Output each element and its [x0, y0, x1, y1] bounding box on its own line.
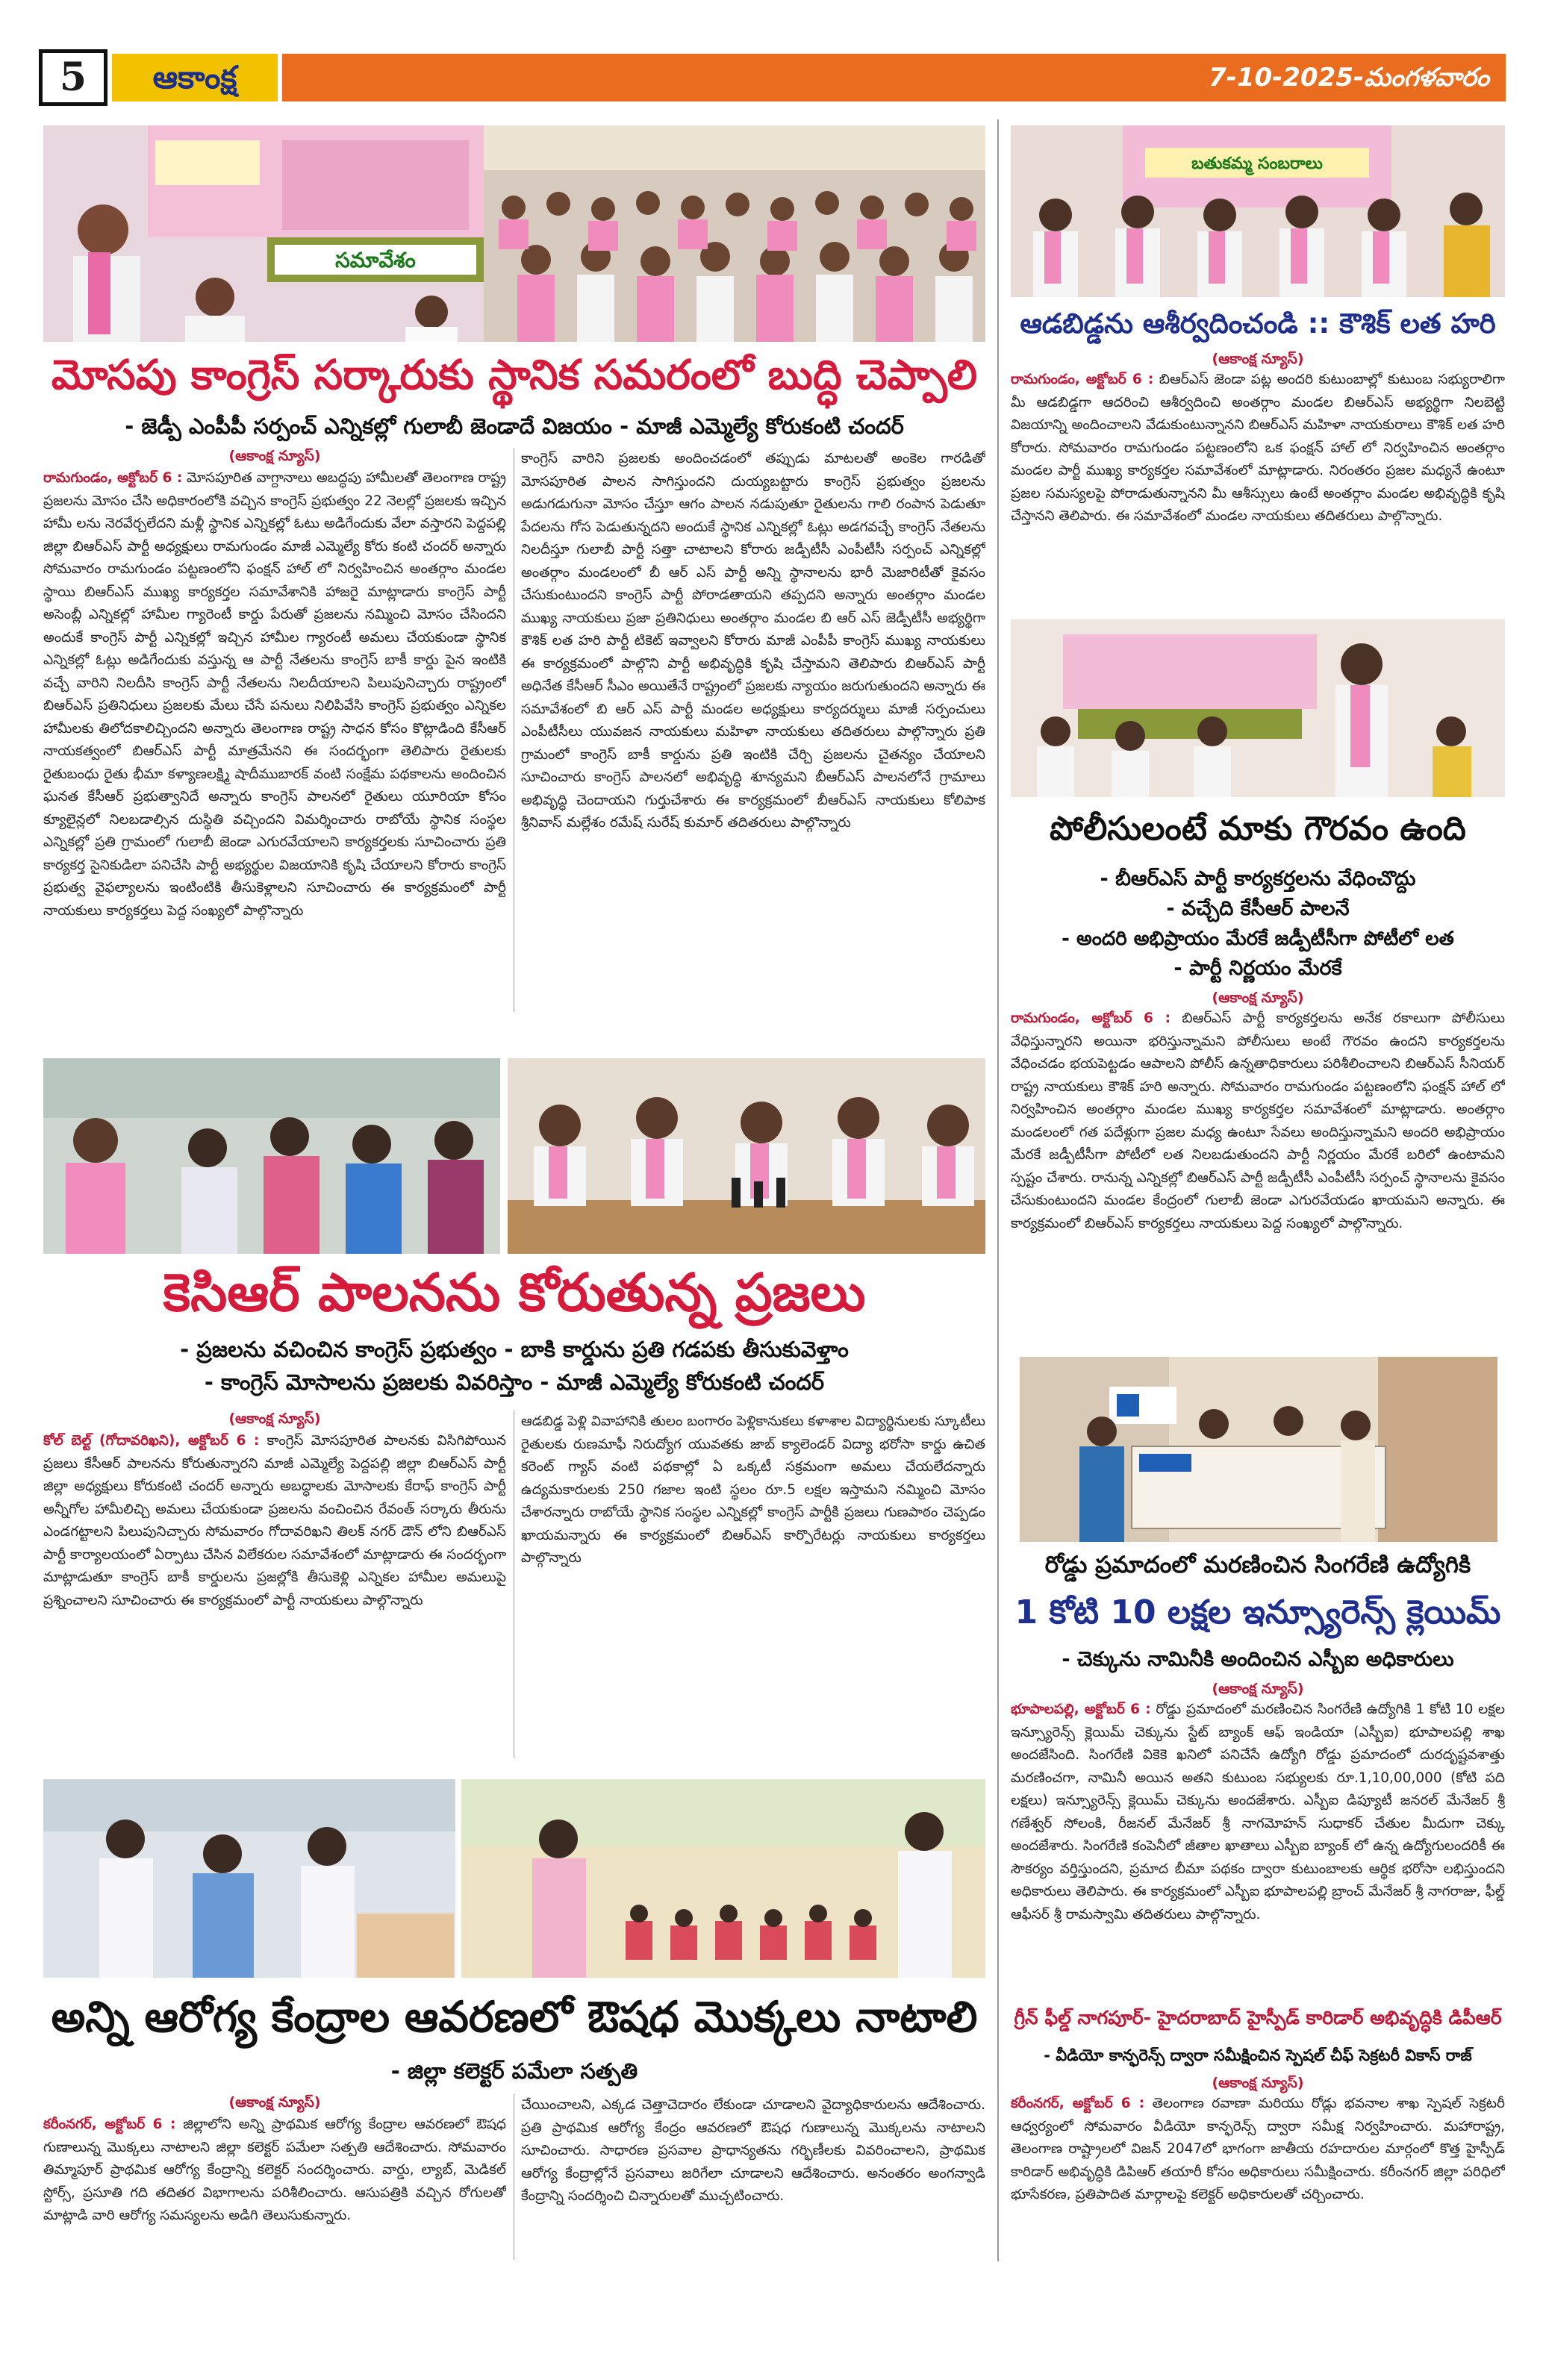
story4-column-2 — [521, 1411, 985, 1758]
story5-credit: (ఆకాంక్ష న్యూస్) — [1212, 1681, 1304, 1697]
story6-dateline: కరీంనగర్, అక్టోబర్ 6 : — [43, 2117, 176, 2132]
photo-sbi-cheque-handover — [1020, 1357, 1497, 1542]
story3-headline: పోలీసులంటే మాకు గౌరవం ఉంది — [1050, 810, 1466, 848]
story3-body-text: బిఆర్ఎస్ పార్టీ కార్యకర్తలను అనేక రకాలుగా పోలీసులు వేధిస్తున్నారని అయినా భరిస్తున్నామని పోలీసులు అంటే గౌరవం ఉందని కార్యకర్తలను వేధించడం భయపెట్టడం ఆపాలని పోలీస్ ఉన్నతాధికారులు పరిశీలించాలని బిఆర్ఎస్ సీనియర్ రాష్ట్ర నాయకులు కౌశిక్ హరి అన్నారు. సోమవారం రామగుండం పట్టణంలోని ఫంక్షన్ హాల్ లో నిర్వహించిన అంతర్గాం మండల ముఖ్య కార్యకర్తల సమావేశంలో మాట్లాడారు. అంతర్గాం మండలంలో గత పదేళ్లుగా ప్రజల మధ్య ఉంటూ సేవలు అందిస్తున్నామని అందరి అభిప్రాయం మేరకే జడ్పీటీసీగా పోటీలో లత నిలబడుతుందని పార్టీ నిర్ణయం మేరకే బరిలో ఉంటామని స్పష్టం చేశారు. రానున్న ఎన్నికల్లో బిఆర్ఎస్ పార్టీ జడ్పీటీసీ ఎంపీటీసీ సర్పంచ్ స్థానాలను కైవసం చేసుకుంటుందని మండల కేంద్రంలో గులాబీ జెండా ఎగురవేయడం ఖాయమని అన్నారు. ఈ కార్యక్రమంలో బిఆర్ఎస్ కార్యకర్తలు నాయకులు పెద్ద సంఖ్యలో పాల్గొన్నారు. — [1011, 1011, 1505, 1231]
photo-leader-speaking — [43, 125, 484, 342]
story2-dateline: రామగుండం, అక్టోబర్ 6 : — [1011, 372, 1154, 387]
story1-column1-text: మోసపూరిత వాగ్దానాలు అబద్ధపు హామీలతో తెలంగాణ రాష్ట్ర ప్రజలను మోసం చేసి అధికారంలోకి వచ్చిన కాంగ్రెస్ ప్రభుత్వం 22 నెలల్లో ప్రజలకు ఇచ్చిన హామీ లను నెరవేర్చలేదని మళ్లీ స్థానిక ఎన్నికల్లో ఓటు అడిగేందుకు వేలా వస్తారని పెద్దపల్లి జిల్లా బిఆర్ఎస్ పార్టీ అధ్యక్షులు రామగుండం మాజీ ఎమ్మెల్యే కోరు కంటి చందర్ అన్నారు సోమవారం రామగుండం పట్టణంలోని ఫంక్షన్ హాల్ లో నిర్వహించిన అంతర్గాం మండల స్థాయి బిఆర్ఎస్ ముఖ్య కార్యకర్తల సమావేశానికి హాజరై మాట్లాడారు కాంగ్రెస్ పార్టీ అసెంబ్లీ ఎన్నికల్లో హామీల గ్యారెంటీ కార్డు పేరుతో ప్రజలను నమ్మించి మోసం చేసిందని అందుకే కాంగ్రెస్ పార్టీ ఎన్నికల్లో ఇచ్చిన హామీల గ్యారంటీ అమలు చేయకుండా స్థానిక ఎన్నికల్లో ఓట్లు అడిగేందుకు వస్తున్న ఆ పార్టీ నేతలను కాంగ్రెస్ బాకీ కార్డు పైన ఇంటికి వచ్చే వారిని నిలదీసి కాంగ్రెస్ పార్టీ నేతలను నిలదీయాలని పిలుపునిచ్చారు రాష్ట్రంలో బిఆర్ఎస్ ప్రతినిధులు ప్రజలకు మేలు చేసే పనులు నిలిపివేసి కాంగ్రెస్ ప్రభుత్వం ఎన్నికల హామీలకు తిలోదకాలిచ్చిందని అన్నారు తెలంగాణ రాష్ట్ర సాధన కోసం కొట్లాడింది కేసీఆర్ నాయకత్వంలో బిఆర్ఎస్ పార్టీ మాత్రమేనని ఈ సందర్భంగా తెలిపారు రైతులకు రైతుబంధు రైతు భీమా కళ్యాణలక్ష్మి షాదీముబారక్ వంటి సంక్షేమ పథకాలను అందించిన ఘనత కేసీఆర్ ప్రభుత్వానిదే అన్నారు కాంగ్రెస్ పాలనలో రైతులు యూరియా కోసం క్యూలైన్లలో నిలబడాల్సిన దుస్థితి వచ్చిందని విమర్శించారు రాబోయే స్థానిక సంస్థల ఎన్నికల్లో ప్రతి గ్రామంలో గులాబీ జెండా ఎగురవేయాలని కార్యకర్తలకు సూచించారు ప్రతి కార్యకర్త సైనికుడిలా పనిచేసి పార్టీ అభ్యర్థుల విజయానికి కృషి చేయాలని కోరారు కాంగ్రెస్ ప్రభుత్వ వైఫల్యాలను ఇంటింటికి తీసుకెళ్లాలని సూచించారు ఈ కార్యక్రమంలో పార్టీ నాయకులు కార్యకర్తలు పెద్ద సంఖ్యలో పాల్గొన్నారు — [43, 470, 506, 919]
photo-press-meet — [508, 1058, 985, 1254]
story4-headline: కెసిఆర్ పాలనను కోరుతున్న ప్రజలు — [163, 1262, 866, 1323]
photo-party-meeting-crowd — [484, 125, 985, 342]
story4-column2-text: ఆడబిడ్డ పెళ్లి వివాహానికి తులం బంగారం పెళ్లికానుకలు కళాశాల విద్యార్థినులకు స్కూటీలు రైతులకు రుణమాఫీ నిరుద్యోగ యువతకు జాబ్ క్యాలెండర్ విద్యా భరోసా కార్డు ఉచిత కరెంట్ గ్యాస్ వంటి పథకాల్లో ఏ ఒక్కటీ సక్రమంగా అమలు చేయలేదన్నారు ఉద్యమకారులకు 250 గజాల ఇంటి స్థలం రూ.5 లక్షల ఇస్తామని నమ్మించి మోసం చేశారన్నారు రాబోయే స్థానిక సంస్థల ఎన్నికల్లో కాంగ్రెస్ పార్టీకి ప్రజలు గుణపాఠం చెప్పడం ఖాయమన్నారు ఈ కార్యక్రమంలో బిఆర్ఎస్ కార్పొరేటర్లు నాయకులు కార్యకర్తలు పాల్గొన్నారు — [521, 1414, 985, 1566]
story6-column-1 — [43, 2114, 506, 2260]
newspaper-logo: ఆకాంక్ష — [112, 54, 278, 101]
story6-column1-text: జిల్లాలోని అన్ని ప్రాథమిక ఆరోగ్య కేంద్రాల ఆవరణలో ఔషధ గుణాలున్న మొక్కలు నాటాలని జిల్లా కలెక్టర్ పమేలా సత్పతి ఆదేశించారు. సోమవారం తిమ్మాపూర్ ప్రాథమిక ఆరోగ్య కేంద్రాన్ని కలెక్టర్ సందర్శించారు. వార్డు, ల్యాబ్, మెడికల్ స్టోర్స్, ప్రసూతి గది తదితర విభాగాలను పరిశీలించారు. ఆసుపత్రికి వచ్చిన రోగులతో మాట్లాడి వారి ఆరోగ్య సమస్యలను అడిగి తెలుసుకున్నారు. — [43, 2117, 506, 2223]
story1-credit: (ఆకాంక్ష న్యూస్) — [228, 448, 321, 464]
story4-subheadline-2: - కాంగ్రెస్ మోసాలను ప్రజలకు వివరిస్తాం - మాజీ ఎమ్మెల్యే కోరుకంటి చందర్ — [204, 1369, 825, 1395]
banner-text-batukamma: బతుకమ్మ సంబరాలు — [1191, 154, 1323, 173]
story2-credit: (ఆకాంక్ష న్యూస్) — [1212, 351, 1304, 367]
story7-credit: (ఆకాంక్ష న్యూస్) — [1212, 2075, 1304, 2091]
story5-headline-line1: రోడ్డు ప్రమాదంలో మరణించిన సింగరేణి ఉద్యోగికి — [1044, 1552, 1471, 1578]
story3-bullet-1: - బీఆర్ఎస్ పార్టీ కార్యకర్తలను వేధించొద్దు — [1100, 867, 1416, 890]
story1-subheadline: - జెడ్పీ ఎంపీపీ సర్పంచ్ ఎన్నికల్లో గులాబీ జెండాదే విజయం - మాజీ ఎమ్మెల్యే కోరుకంటి చందర్ — [125, 413, 904, 439]
story3-bullet-3: - అందరి అభిప్రాయం మేరకే జడ్పీటీసీగా పోటీలో లత — [1062, 928, 1454, 950]
story2-body-text: బిఆర్ఎస్ జెండా పట్ల అందరి కుటుంబాల్లో కుటుంబ సభ్యురాలిగా మీ ఆడబిడ్డగా ఆదరించి ఆశీర్వదించి అంతర్గాం మండల బిఆర్ఎస్ అభ్యర్థిగా నిలబెట్టి విజయాన్ని అందించాలని వేడుకుంటున్నానని బిఆర్ఎస్ మహిళా నాయకురాలు కౌశిక్ లత హరి కోరారు. సోమవారం రామగుండం పట్టణంలోని ఒక ఫంక్షన్ హాల్ లో నిర్వహించిన అంతర్గాం మండల పార్టీ ముఖ్య కార్యకర్తల సమావేశంలో మాట్లాడారు. నిరంతరం ప్రజల మధ్యనే ఉంటూ ప్రజల సమస్యలపై పోరాడుతున్నానని మీ ఆశీస్సులు ఉంటే అంతర్గాం మండల అభివృద్ధికి కృషి చేస్తానని తెలిపారు. ఈ సమావేశంలో మండల నాయకులు తదితరులు పాల్గొన్నారు. — [1011, 372, 1505, 524]
story7-body-text: తెలంగాణ రవాణా మరియు రోడ్లు భవనాల శాఖ స్పెషల్ సెక్రటరీ ఆధ్వర్యంలో సోమవారం వీడియో కాన్ఫరెన్స్ ద్వారా సమీక్ష నిర్వహించారు. మహారాష్ట్ర, తెలంగాణ రాష్ట్రాలలో విజన్ 2047లో భాగంగా జాతీయ రహదారుల మార్గంలో కొత్త హైస్పీడ్ కారిడార్ అభివృద్ధికి డిపిఆర్ తయారీ కోసం అధికారులు సమీక్షించారు. కరీంనగర్ జిల్లా పరిధిలో భూసేకరణ, ప్రతిపాదిత మార్గాలపై కలెక్టర్ అధికారులతో చర్చించారు. — [1011, 2096, 1505, 2202]
photo-anganwadi-children — [461, 1779, 985, 1978]
story5-subheadline: - చెక్కును నామినీకి అందించిన ఎస్బీఐ అధికారులు — [1062, 1648, 1454, 1671]
story7-headline: గ్రీన్ ఫీల్డ్ నాగపూర్- హైదరాబాద్ హైస్పీడ్ కారిడార్ అభివృద్ధికి డిపీఆర్ — [1014, 2007, 1502, 2028]
story5-headline-line2: 1 కోటి 10 లక్షల ఇన్స్యూరెన్స్ క్లెయిమ్ — [1014, 1593, 1501, 1631]
story1-column-2 — [521, 448, 985, 1012]
story4-dateline: కోల్ బెల్ట్ (గోదావరిఖని), అక్టోబర్ 6 : — [43, 1433, 260, 1449]
story3-dateline: రామగుండం, అక్టోబర్ 6 : — [1011, 1011, 1171, 1026]
story5-body — [1011, 1699, 1505, 1990]
story6-headline: అన్ని ఆరోగ్య కేంద్రాల ఆవరణలో ఔషధ మొక్కలు నాటాలి — [51, 1993, 978, 2042]
issue-date: 7-10-2025-మంగళవారం — [1209, 63, 1489, 93]
story6-credit: (ఆకాంక్ష న్యూస్) — [228, 2094, 321, 2111]
story3-bullet-2: - వచ్చేది కేసీఆర్ పాలనే — [1166, 897, 1350, 920]
photo-leader-with-residents — [43, 1058, 500, 1254]
story6-column2-text: చేయించాలని, ఎక్కడ చెత్తాచెదారం లేకుండా చూడాలని వైద్యాధికారులను ఆదేశించారు. ప్రతి ప్రాథమిక ఆరోగ్య కేంద్రం ఆవరణలో ఔషధ గుణాలున్న మొక్కలను నాటాలని సూచించారు. సాధారణ ప్రసవాల ప్రాధాన్యతను గర్భిణీలకు వివరించాలని, ప్రాథమిక ఆరోగ్య కేంద్రాల్లోనే ప్రసవాలు జరిగేలా చూడాలని ఆదేశించారు. అనంతరం అంగన్వాడి కేంద్రాన్ని సందర్శించి చిన్నారులతో ముచ్చటించారు. — [521, 2097, 985, 2204]
story6-column-2 — [521, 2094, 985, 2260]
story5-body-text: రోడ్డు ప్రమాదంలో మరణించిన సింగరేణి ఉద్యోగికి 1 కోటి 10 లక్షల ఇన్స్యూరెన్స్ క్లెయిమ్ చెక్కును స్టేట్ బ్యాంక్ ఆఫ్ ఇండియా (ఎస్బీఐ) భూపాలపల్లి శాఖ అందజేసింది. సింగరేణి వికెకె ఖనిలో పనిచేసే ఉద్యోగి రోడ్డు ప్రమాదంలో దురదృష్టవశాత్తు మరణించగా, నామినీ అయిన అతని కుటుంబ సభ్యులకు రూ.1,10,00,000 (కోటి పది లక్షలు) ఇన్స్యూరెన్స్ క్లెయిమ్ చెక్కును అందజేశారు. ఎస్బీఐ డిప్యూటీ జనరల్ మేనేజర్ శ్రీ గణేశ్వర్ సోలంకి, రీజనల్ మేనేజర్ శ్రీ నాగమోహన్ సుధాకర్ చేతుల మీదుగా చెక్కు అందజేశారు. సింగరేణి కంపెనీలో జీతాల ఖాతాలు ఎస్బీఐ బ్యాంక్ లో ఉన్న ఉద్యోగులందరికీ ఈ సౌకర్యం వర్తిస్తుందని, ప్రమాద బీమా పథకం ద్వారా కుటుంబాలకు ఆర్థిక భరోసా లభిస్తుందని అధికారులు తెలిపారు. ఈ కార్యక్రమంలో ఎస్బీఐ భూపాలపల్లి బ్రాంచ్ మేనేజర్ శ్రీ నాగరాజు, ఫీల్డ్ ఆఫీసర్ శ్రీ రామస్వామి తదితరులు పాల్గొన్నారు. — [1011, 1702, 1505, 1923]
story4-column-1 — [43, 1430, 506, 1758]
story4-subheadline-1: - ప్రజలను వచించిన కాంగ్రెస్ ప్రభుత్వం - బాకి కార్డును ప్రతి గడపకు తీసుకువెళ్తాం — [180, 1337, 849, 1362]
story7-dateline: కరీంనగర్, అక్టోబర్ 6 : — [1011, 2096, 1145, 2111]
story1-dateline: రామగుండం, అక్టోబర్ 6 : — [43, 470, 183, 486]
story1-headline: మోసపు కాంగ్రెస్ సర్కారుకు స్థానిక సమరంలో బుద్ధి చెప్పాలి — [51, 351, 978, 399]
banner-text-samavesam: సమావేశం — [335, 248, 416, 272]
photo-lata-hari-meeting — [1011, 125, 1505, 297]
story3-body — [1011, 1008, 1505, 1336]
right-column-divider — [997, 119, 999, 2261]
photo-kaushik-hari-speaking — [1011, 619, 1505, 797]
story2-body — [1011, 369, 1505, 608]
photo-collector-health-centre — [43, 1779, 455, 1978]
story4-column1-text: కాంగ్రెస్ మోసపూరిత పాలనకు విసిగిపోయిన ప్రజలు కేసీఆర్ పాలనను కోరుతున్నారని మాజీ ఎమ్మెల్యే పెద్దపల్లి జిల్లా బిఆర్ఎస్ పార్టీ జిల్లా అధ్యక్షులు కోరుకంటి చందర్ అన్నారు అబద్ధాలకు మోసాలకు కేరాఫ్ కాంగ్రెస్ పార్టీ అన్నీగోల హామీలిచ్చి అమలు చేయకుండా ప్రజలను వంచించిన రేవంత్ సర్కారు తీరును ఎండగట్టాలని పిలుపునిచ్చారు సోమవారం గోదావరిఖని తిలక్ నగర్ డౌన్ లోని బిఆర్ఎస్ పార్టీ కార్యాలయంలో ఏర్పాటు చేసిన విలేకరుల సమావేశంలో మాట్లాడారు ఈ సందర్భంగా మాట్లాడుతూ కాంగ్రెస్ బాకీ కార్డులను ప్రజల్లోకి తీసుకెళ్లి ఎన్నికల హామీల అమలుపై ప్రశ్నించాలని సూచించారు ఈ కార్యక్రమంలో పార్టీ నాయకులు పాల్గొన్నారు — [43, 1433, 506, 1608]
story6-subheadline: - జిల్లా కలెక్టర్ పమేలా సత్పతి — [390, 2058, 638, 2084]
story5-dateline: భూపాలపల్లి, అక్టోబర్ 6 : — [1011, 1702, 1151, 1717]
story7-subheadline: - వీడియో కాన్ఫరెన్స్ ద్వారా సమీక్షించిన స్పెషల్ చీఫ్ సెక్రటరీ వికాస్ రాజ్ — [1044, 2046, 1472, 2064]
story3-credit: (ఆకాంక్ష న్యూస్) — [1212, 990, 1304, 1006]
story7-body — [1011, 2093, 1505, 2260]
story4-credit: (ఆకాంక్ష న్యూస్) — [228, 1411, 321, 1427]
story2-headline: ఆడబిడ్డను ఆశీర్వదించండి :: కౌశిక్ లత హరి — [1020, 307, 1496, 340]
story3-bullet-4: - పార్టీ నిర్ణయం మేరకే — [1173, 957, 1342, 980]
story1-column2-text: కాంగ్రెస్ వారిని ప్రజలకు అందించడంలో తప్పుడు మాటలతో అంకెల గారడితో మోసపూరిత పాలన సాగిస్తుందని దుయ్యబట్టారు కాంగ్రెస్ ప్రభుత్వం ప్రజలను అడుగడుగునా మోసం చేస్తూ ఆగం పాలన నడుపుతూ రైతులను గాలి రంపాన పెడుతూ పేదలను గోస పెడుతున్నదని అందుకే స్థానిక ఎన్నికల్లో ఓట్లు అడగవచ్చే కాంగ్రెస్ నేతలను నిలదీస్తూ గులాబీ పార్టీ సత్తా చాటాలని కోరారు జడ్పీటీసీ ఎంపీటీసీ సర్పంచ్ ఎన్నికల్లో అంతర్గాం మండలంలో బీ ఆర్ ఎస్ పార్టీ అన్ని స్థానాలను భారీ మెజారిటీతో కైవసం చేసుకుంటుందని కాంగ్రెస్ పార్టీ పోరాడతాయని తప్పదని అన్నారు అంతర్గాం మండల ముఖ్య నాయకులు ప్రజా ప్రతినిధులు అంతర్గాం మండల బి ఆర్ ఎస్ జెడ్పీటీసీ అభ్యర్థిగా కౌశిక్ లత హరి పార్టీ టికెట్ ఇవ్వాలని కోరారు మాజీ ఎంపీపీ కాంగ్రెస్ ముఖ్య నాయకులు ఈ కార్యక్రమంలో పాల్గొని పార్టీ అభివృద్ధికి కృషి చేస్తామని తెలిపారు బిఆర్ఎస్ పార్టీ అధినేత కేసీఆర్ సీఎం అయితేనే రాష్ట్రంలో ప్రజలకు న్యాయం జరుగుతుందని అన్నారు ఈ సమావేశంలో బి ఆర్ ఎస్ పార్టీ మండల అధ్యక్షులు కార్యదర్శులు మాజీ సర్పంచులు ఎంపీటీసీలు యువజన నాయకులు మహిళా నాయకులు తదితరులు పాల్గొన్నారు ప్రతి గ్రామంలో కాంగ్రెస్ బాకీ కార్డును ప్రతి ఇంటికి చేర్చి ప్రజలను చైతన్యం చేయాలని సూచించారు కాంగ్రెస్ పాలనలో అభివృద్ధి శూన్యమని బీఆర్ఎస్ పాలనలోనే గ్రామాలు అభివృద్ధి చెందాయని గుర్తుచేశారు ఈ కార్యక్రమంలో బీఆర్ఎస్ నాయకులు కోలిపాక శ్రీనివాస్ మల్లేశం రమేష్ సురేష్ కుమార్ తదితరులు పాల్గొన్నారు — [521, 451, 985, 831]
page-number: 5 — [39, 49, 107, 106]
story1-column-1 — [43, 467, 506, 1012]
